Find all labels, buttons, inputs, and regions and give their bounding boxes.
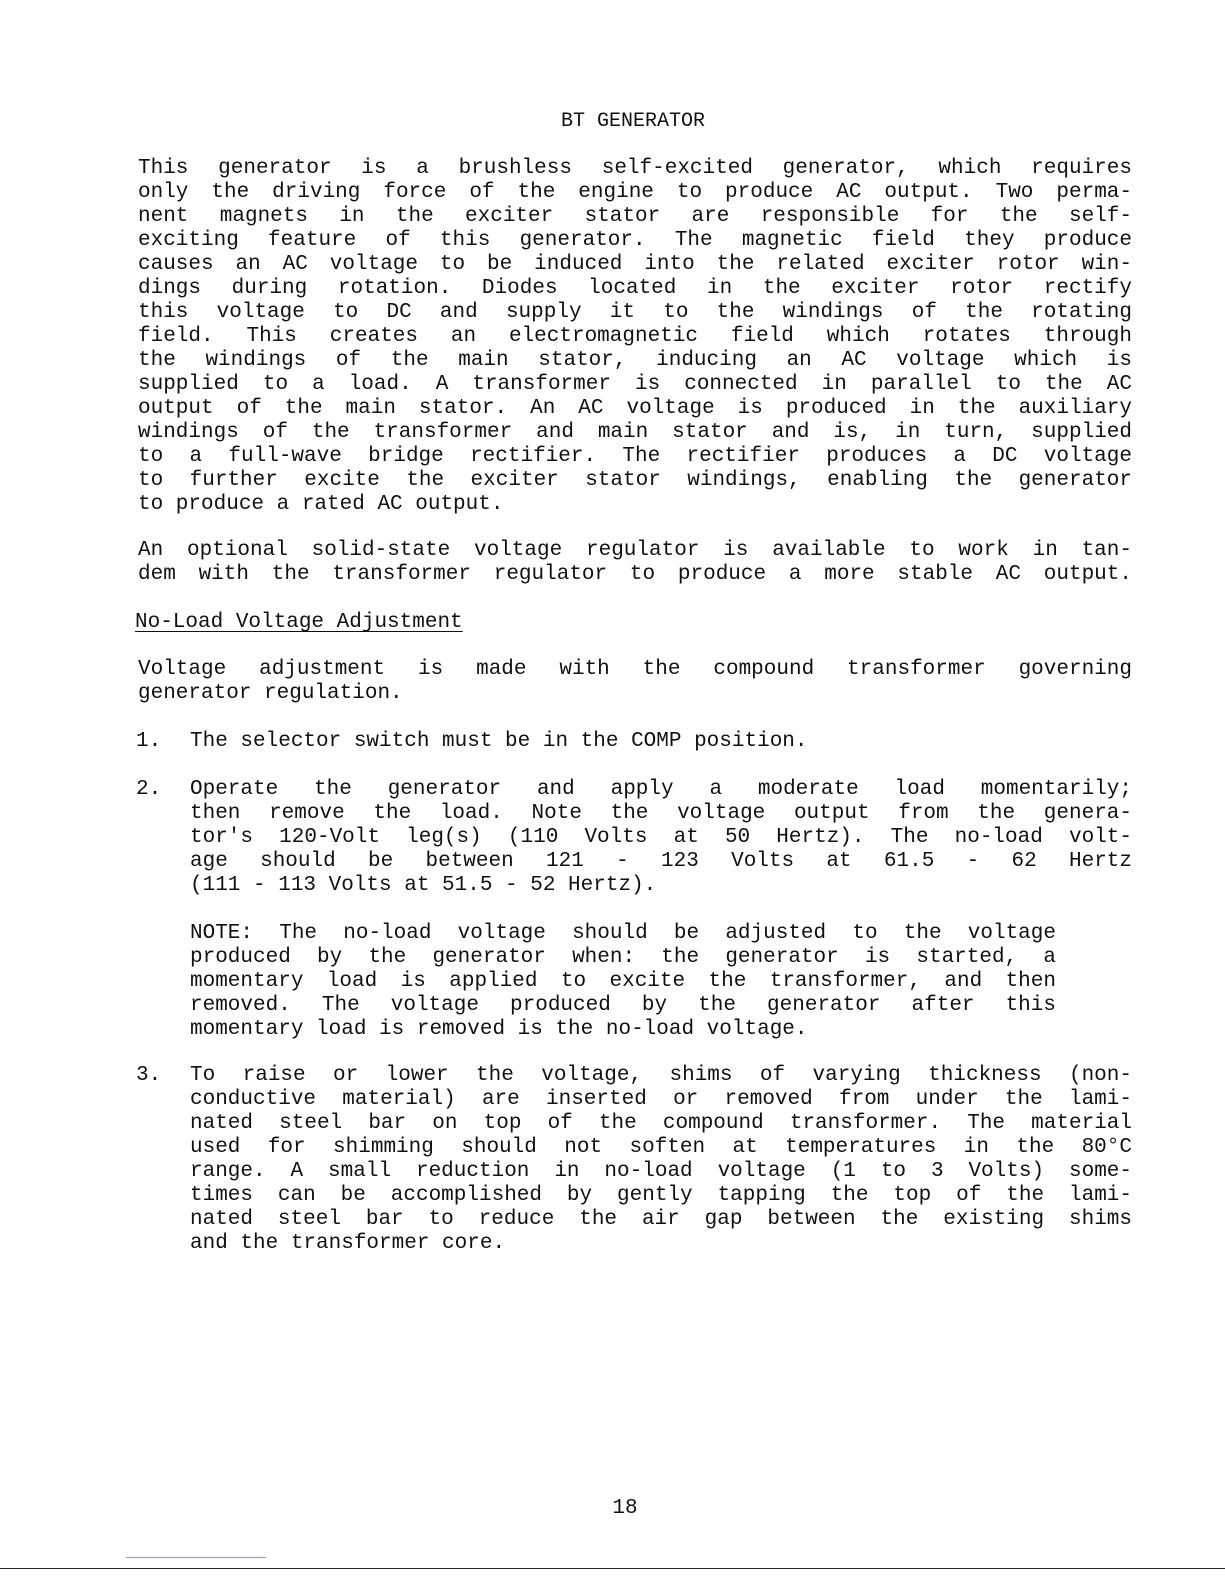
text-line: generator regulation.	[138, 682, 403, 705]
text-line: windings of the transformer and main stator and is, in turn, supplied	[138, 421, 1132, 444]
step-number: 1.	[136, 730, 162, 753]
text-line: momentary load is applied to excite the transformer, and then	[190, 970, 1056, 993]
footer-rule	[126, 1557, 266, 1558]
text-line: to further excite the exciter stator windings, enabling the generator	[138, 469, 1132, 492]
text-line: This generator is a brushless self-excited generator, which requires	[138, 157, 1132, 180]
section-intro-paragraph	[138, 658, 1132, 706]
step-body	[190, 1064, 1132, 1256]
step-body	[190, 778, 1132, 898]
step-number: 3.	[136, 1064, 162, 1087]
text-line: and the transformer core.	[190, 1232, 506, 1255]
text-line: NOTE: The no-load voltage should be adjusted to the voltage	[190, 922, 1056, 945]
text-line: dem with the transformer regulator to produce a more stable AC output.	[138, 563, 1132, 586]
text-line: exciting feature of this generator. The magnetic field they produce	[138, 229, 1132, 252]
text-line: conductive material) are inserted or removed from under the lami-	[190, 1088, 1132, 1111]
text-line: dings during rotation. Diodes located in the exciter rotor rectify	[138, 277, 1132, 300]
text-line: produced by the generator when: the generator is started, a	[190, 946, 1056, 969]
page-number: 18	[612, 1497, 638, 1520]
text-line: tor's 120-Volt leg(s) (110 Volts at 50 Hertz). The no-load volt-	[190, 826, 1132, 849]
step-body	[190, 730, 1132, 754]
text-line: only the driving force of the engine to produce AC output. Two perma-	[138, 181, 1132, 204]
text-line: the windings of the main stator, inducing an AC voltage which is	[138, 349, 1132, 372]
text-line: To raise or lower the voltage, shims of varying thickness (non-	[190, 1064, 1132, 1087]
text-line: age should be between 121 - 123 Volts at 61.5 - 62 Hertz	[190, 850, 1132, 873]
text-line: output of the main stator. An AC voltage is produced in the auxiliary	[138, 397, 1132, 420]
text-line: this voltage to DC and supply it to the windings of the rotating	[138, 301, 1132, 324]
text-line: nent magnets in the exciter stator are responsible for the self-	[138, 205, 1132, 228]
text-line: nated steel bar on top of the compound transformer. The material	[190, 1112, 1132, 1135]
text-line: supplied to a load. A transformer is connected in parallel to the AC	[138, 373, 1132, 396]
text-line: Voltage adjustment is made with the compound transformer governing	[138, 658, 1132, 681]
text-line: Operate the generator and apply a moderate load momentarily;	[190, 778, 1132, 801]
text-line: to produce a rated AC output.	[138, 493, 504, 516]
text-line: times can be accomplished by gently tapping the top of the lami-	[190, 1184, 1132, 1207]
text-line: to a full-wave bridge rectifier. The rectifier produces a DC voltage	[138, 445, 1132, 468]
text-line: field. This creates an electromagnetic field which rotates through	[138, 325, 1132, 348]
text-line: then remove the load. Note the voltage output from the genera-	[190, 802, 1132, 825]
text-line: An optional solid-state voltage regulator is available to work in tan-	[138, 539, 1132, 562]
page-title: BT GENERATOR	[560, 110, 706, 133]
note-block	[190, 922, 1056, 1042]
intro-paragraph	[138, 157, 1132, 517]
text-line: removed. The voltage produced by the generator after this	[190, 994, 1056, 1017]
text-line: The selector switch must be in the COMP position.	[190, 730, 808, 753]
text-line: momentary load is removed is the no-load voltage.	[190, 1018, 808, 1041]
page-bottom-edge	[0, 1568, 1225, 1569]
text-line: causes an AC voltage to be induced into the related exciter rotor win-	[138, 253, 1132, 276]
text-line: (111 - 113 Volts at 51.5 - 52 Hertz).	[190, 874, 657, 897]
text-line: nated steel bar to reduce the air gap between the existing shims	[190, 1208, 1132, 1231]
text-line: range. A small reduction in no-load voltage (1 to 3 Volts) some-	[190, 1160, 1132, 1183]
section-heading: No-Load Voltage Adjustment	[135, 611, 463, 634]
optional-regulator-paragraph	[138, 539, 1132, 587]
text-line: used for shimming should not soften at temperatures in the 80°C	[190, 1136, 1132, 1159]
step-number: 2.	[136, 778, 162, 801]
